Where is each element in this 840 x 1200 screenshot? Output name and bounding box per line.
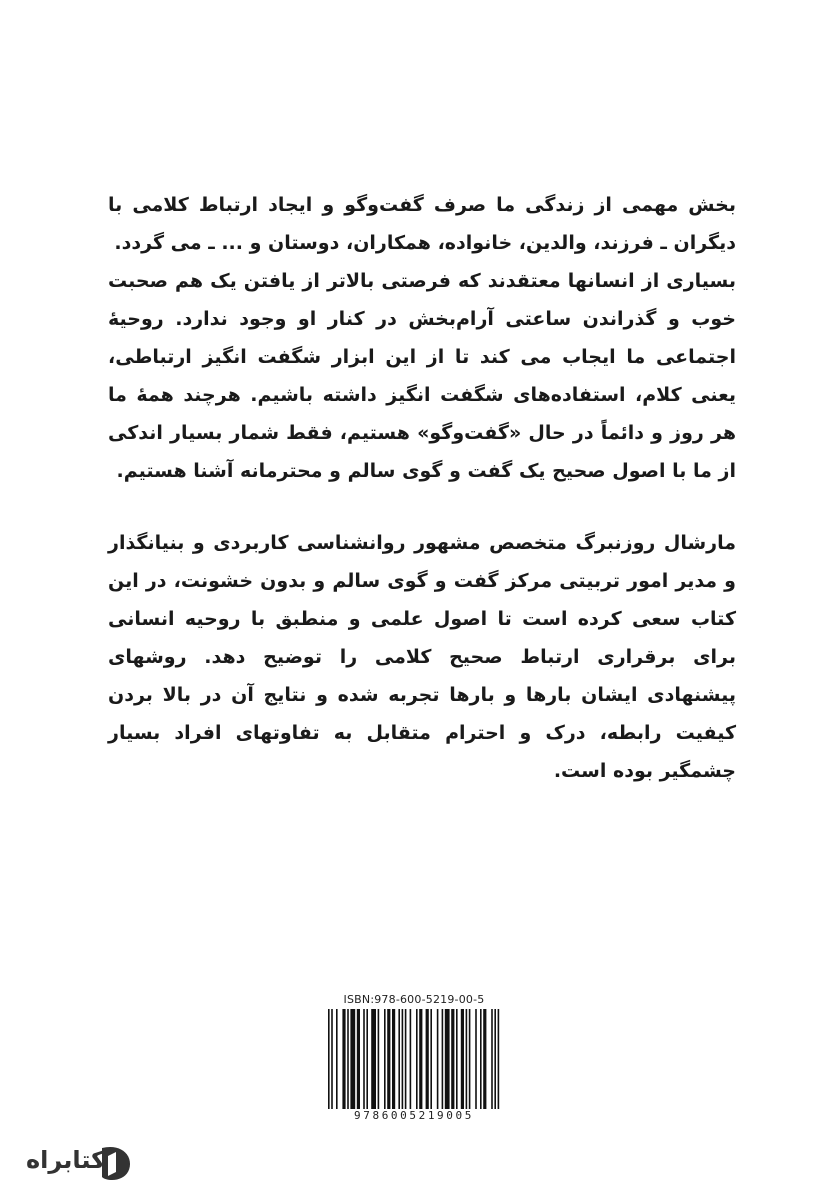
isbn-label: ISBN:978-600-5219-00-5 xyxy=(343,993,485,1006)
body-paragraph: بسیاری از انسانها معتقدند که فرصتی بالاتر از یافتن یک هم صحبت خوب و گذراندن ساعتی آرام‌بخش در کنار او وجود ندارد. روحیهٔ اجتماعی ما ایجاب می کند تا از این ابزار شگفت انگیز ارتباطی، یعنی کلام، استفاده‌های شگفت انگیز داشته باشیم. هرچند همهٔ ما هر روز و دائماً در حال «گفت‌وگو» هستیم، فقط شمار بسیار اندکی از ما با اصول صحیح یک گفت و گوی سالم و محترمانه آشنا هستیم. xyxy=(108,270,736,482)
intro-paragraph: بخش مهمی از زندگی ما صرف گفت‌وگو و ایجاد ارتباط کلامی با دیگران ـ فرزند، والدین، خانواده، همکاران، دوستان و ... ـ می گردد. xyxy=(108,194,736,254)
author-paragraph: مارشال روزنبرگ متخصص مشهور روانشناسی کاربردی و بنیانگذار و مدیر امور تربیتی مرکز گفت و گوی سالم و بدون خشونت، در این کتاب سعی کرده است تا اصول علمی و منطبق با روحیه انسانی برای برقراری ارتباط صحیح کلامی را توضیح دهد. روشهای پیشنهادی ایشان بارها و بارها تجربه شده و نتایج آن در بالا بردن کیفیت رابطه، درک و احترام متقابل به تفاوتهای افراد بسیار چشمگیر بوده است. xyxy=(108,532,736,782)
publisher-logo xyxy=(26,1140,136,1184)
barcode-icon xyxy=(324,1009,504,1109)
barcode-digits: 9786005219005 xyxy=(354,1109,474,1122)
publisher-name: کتابراه xyxy=(26,1146,106,1174)
isbn-barcode xyxy=(324,993,504,1131)
